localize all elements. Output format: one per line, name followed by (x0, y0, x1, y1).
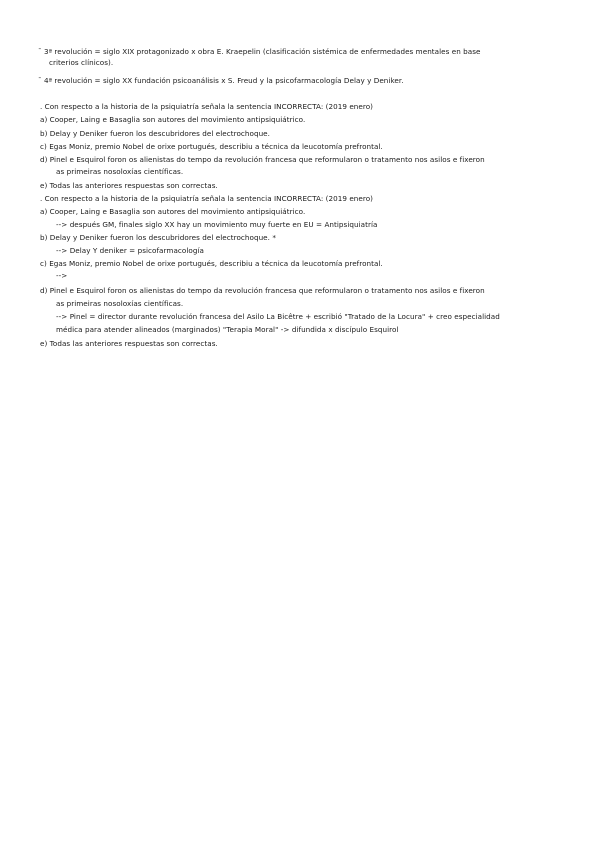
question-1-option-b: b) Delay y Deniker fueron los descubridores del electrochoque. (40, 129, 270, 138)
question-2-stem: . Con respecto a la historia de la psiquiatría señala la sentencia INCORRECTA: (2019 enero) (40, 194, 374, 203)
question-1-option-d-cont: as primeiras nosoloxías científicas. (56, 167, 184, 176)
question-1-option-e: e) Todas las anteriores respuestas son correctas. (40, 181, 218, 190)
question-2-option-c: c) Egas Moniz, premio Nobel de orixe portugués, describiu a técnica da leucotomía prefrontal. (40, 259, 383, 268)
question-2-option-d-note-2: médica para atender alineados (marginados) "Terapia Moral" -> difundida x discípulo Esquirol (56, 325, 399, 334)
note-line-1: ¯ 3ª revolución = siglo XIX protagonizado x obra E. Kraepelin (clasificación sistémica de enfermedades mentales en base (38, 47, 481, 56)
question-1-option-a: a) Cooper, Laing e Basaglia son autores del movimiento antipsiquiátrico. (40, 115, 306, 124)
note-line-3: ¯ 4ª revolución = siglo XX fundación psicoanálisis x S. Freud y la psicofarmacología Delay y Deniker. (38, 76, 404, 85)
question-2-option-b-note: --> Delay Y deniker = psicofarmacología (56, 246, 204, 255)
question-1-option-c: c) Egas Moniz, premio Nobel de orixe portugués, describiu a técnica da leucotomía prefrontal. (40, 142, 383, 151)
question-2-option-c-note: --> (56, 271, 68, 280)
question-2-option-b: b) Delay y Deniker fueron los descubridores del electrochoque. * (40, 233, 276, 242)
question-2-option-a-note: --> después GM, finales siglo XX hay un movimiento muy fuerte en EU = Antipsiquiatría (56, 220, 378, 229)
question-2-option-e: e) Todas las anteriores respuestas son correctas. (40, 339, 218, 348)
question-1-option-d: d) Pinel e Esquirol foron os alienistas do tempo da revolución francesa que reformularon o tratamento nos asilos e fixeron (40, 155, 485, 164)
question-2-option-d-note-1: --> Pinel = director durante revolución francesa del Asilo La Bicêtre + escribió "Tratado de la Locura" + creo especialidad (56, 312, 500, 321)
note-line-2: criterios clínicos). (49, 58, 114, 67)
question-2-option-d: d) Pinel e Esquirol foron os alienistas do tempo da revolución francesa que reformularon o tratamento nos asilos e fixeron (40, 286, 485, 295)
question-1-stem: . Con respecto a la historia de la psiquiatría señala la sentencia INCORRECTA: (2019 enero) (40, 102, 374, 111)
question-2-option-a: a) Cooper, Laing e Basaglia son autores del movimiento antipsiquiátrico. (40, 207, 306, 216)
question-2-option-d-cont: as primeiras nosoloxías científicas. (56, 299, 184, 308)
